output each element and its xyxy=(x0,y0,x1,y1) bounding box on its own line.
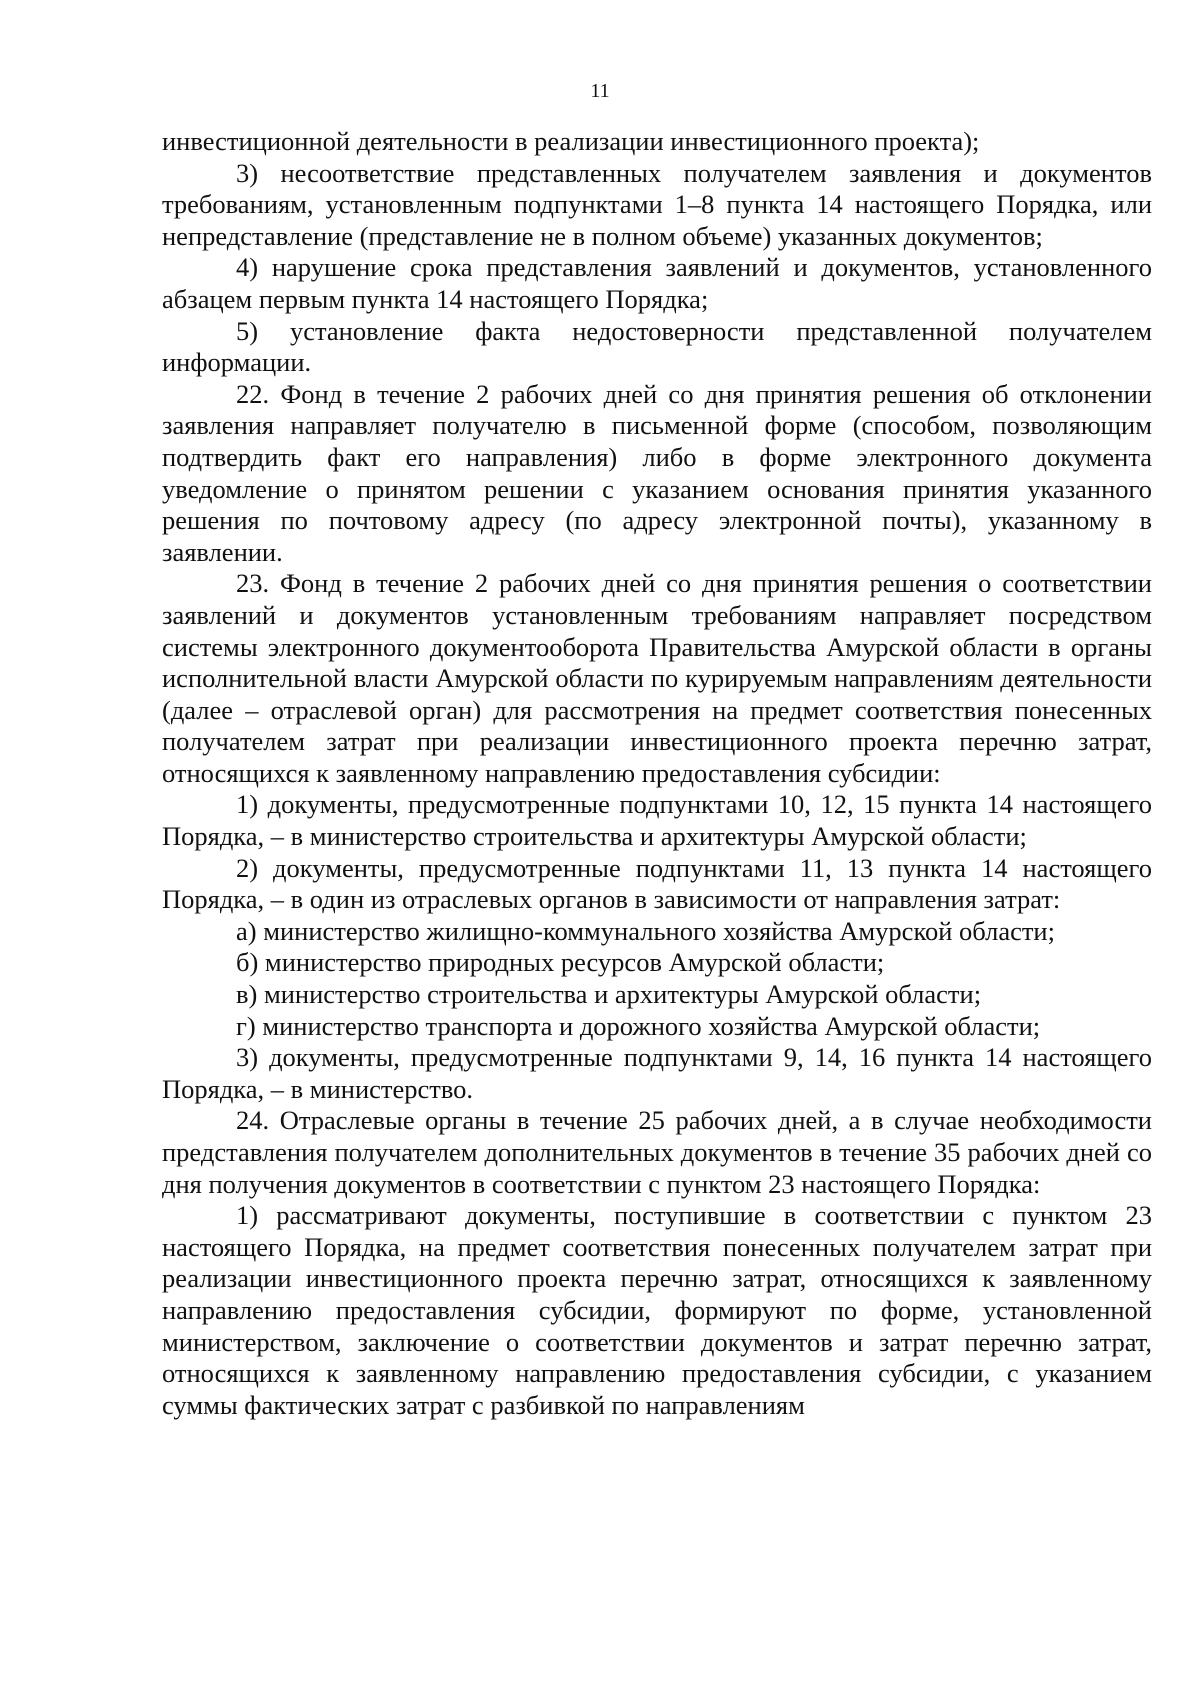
document-body xyxy=(162,126,1152,1421)
page-number: 11 xyxy=(590,80,610,102)
paragraph-clause-23-item-1: 1) документы, предусмотренные подпунктами 10, 12, 15 пункта 14 настоящего Порядка, – в министерство строительства и архитектуры Амурской области; xyxy=(162,789,1152,852)
paragraph-subitem-a: а) министерство жилищно-коммунального хозяйства Амурской области; xyxy=(236,915,1055,946)
paragraph-clause-24: 24. Отраслевые органы в течение 25 рабочих дней, а в случае необходимости представления получателем дополнительных документов в течение 35 рабочих дней со дня получения документов в соответствии с пунктом 23 настоящего Порядка: xyxy=(162,1105,1152,1199)
paragraph-continuation: инвестиционной деятельности в реализации инвестиционного проекта); xyxy=(162,126,980,156)
paragraph-clause-22: 22. Фонд в течение 2 рабочих дней со дня принятия решения об отклонении заявления направляет получателю в письменной форме (способом, позволяющим подтвердить факт его направления) либо в форме электронного документа уведомление о принятом решении с указанием основания принятия указанного решения по почтовому адресу (по адресу электронной почты), указанному в заявлении. xyxy=(162,378,1152,567)
paragraph-item-4: 4) нарушение срока представления заявлений и документов, установленного абзацем первым пункта 14 настоящего Порядка; xyxy=(162,252,1152,314)
paragraph-subitem-b: б) министерство природных ресурсов Амурской области; xyxy=(236,947,885,978)
paragraph-item-5: 5) установление факта недостоверности представленной получателем информации. xyxy=(162,315,1152,378)
paragraph-clause-23-item-2: 2) документы, предусмотренные подпунктами 11, 13 пункта 14 настоящего Порядка, – в один из отраслевых органов в зависимости от направления затрат: xyxy=(162,852,1152,915)
paragraph-subitem-v: в) министерство строительства и архитектуры Амурской области; xyxy=(236,979,982,1010)
paragraph-clause-24-item-1: 1) рассматривают документы, поступившие в соответствии с пунктом 23 настоящего Порядка, на предмет соответствия понесенных получателем затрат при реализации инвестиционного проекта перечню затрат, относящихся к заявленному направлению предоставления субсидии, формируют по форме, установленной министерством, заключение о соответствии документов и затрат перечню затрат, относящихся к заявленному направлению предоставления субсидии, с указанием суммы фактических затрат с разбивкой по направлениям xyxy=(162,1200,1152,1420)
paragraph-clause-23-item-3: 3) документы, предусмотренные подпунктами 9, 14, 16 пункта 14 настоящего Порядка, – в министерство. xyxy=(162,1042,1152,1104)
paragraph-item-3: 3) несоответствие представленных получателем заявления и документов требованиям, установленным подпунктами 1–8 пункта 14 настоящего Порядка, или непредставление (представление не в полном объеме) указанных документов; xyxy=(162,157,1152,251)
paragraph-subitem-g: г) министерство транспорта и дорожного хозяйства Амурской области; xyxy=(236,1010,1041,1041)
paragraph-clause-23: 23. Фонд в течение 2 рабочих дней со дня принятия решения о соответствии заявлений и документов установленным требованиям направляет посредством системы электронного документооборота Правительства Амурской области в органы исполнительной власти Амурской области по курируемым направлениям деятельности (далее – отраслевой орган) для рассмотрения на предмет соответствия понесенных получателем затрат при реализации инвестиционного проекта перечню затрат, относящихся к заявленному направлению предоставления субсидии: xyxy=(162,568,1152,788)
